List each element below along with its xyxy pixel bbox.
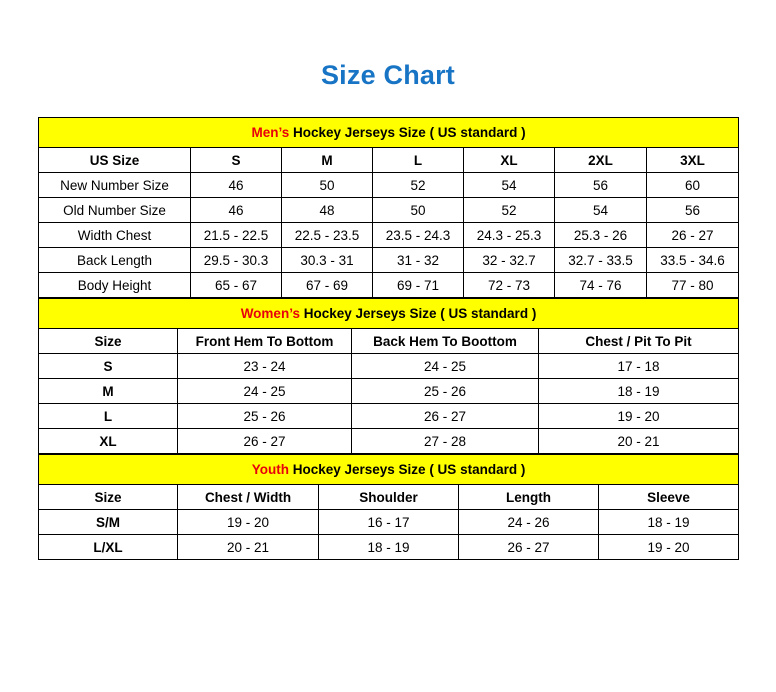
mens-row-2-label: Width Chest <box>39 223 191 248</box>
youth-row-0-val-1: 16 - 17 <box>319 510 459 535</box>
mens-row-4-val-1: 67 - 69 <box>282 273 373 298</box>
mens-row-4-label: Body Height <box>39 273 191 298</box>
womens-row-0-val-0: 23 - 24 <box>178 354 352 379</box>
mens-row-3-val-5: 33.5 - 34.6 <box>647 248 739 273</box>
table-row <box>39 198 739 223</box>
mens-row-1-val-4: 54 <box>555 198 647 223</box>
table-row <box>39 404 739 429</box>
mens-col-2: M <box>282 148 373 173</box>
mens-row-2-val-2: 23.5 - 24.3 <box>373 223 464 248</box>
youth-size-table <box>38 454 739 560</box>
table-row <box>39 510 739 535</box>
womens-row-0-label: S <box>39 354 178 379</box>
youth-col-1: Chest / Width <box>178 485 319 510</box>
youth-col-0: Size <box>39 485 178 510</box>
mens-row-4-val-0: 65 - 67 <box>191 273 282 298</box>
youth-row-1-label: L/XL <box>39 535 178 560</box>
mens-col-6: 3XL <box>647 148 739 173</box>
table-row <box>39 535 739 560</box>
youth-col-2: Shoulder <box>319 485 459 510</box>
womens-row-1-val-2: 18 - 19 <box>539 379 739 404</box>
mens-section-header <box>39 118 739 148</box>
youth-section-header <box>39 455 739 485</box>
youth-row-0-val-0: 19 - 20 <box>178 510 319 535</box>
mens-size-table <box>38 117 739 298</box>
youth-row-1-val-1: 18 - 19 <box>319 535 459 560</box>
mens-row-1-val-0: 46 <box>191 198 282 223</box>
womens-section-header-accent: Women’s <box>240 306 300 321</box>
mens-column-header-row <box>39 148 739 173</box>
mens-col-0: US Size <box>39 148 191 173</box>
mens-row-0-val-3: 54 <box>464 173 555 198</box>
mens-row-2-val-3: 24.3 - 25.3 <box>464 223 555 248</box>
mens-row-4-val-2: 69 - 71 <box>373 273 464 298</box>
table-row <box>39 379 739 404</box>
mens-col-4: XL <box>464 148 555 173</box>
womens-col-0: Size <box>39 329 178 354</box>
table-row <box>39 273 739 298</box>
youth-row-1-val-2: 26 - 27 <box>459 535 599 560</box>
table-row <box>39 173 739 198</box>
mens-row-0-val-4: 56 <box>555 173 647 198</box>
youth-col-3: Length <box>459 485 599 510</box>
mens-row-1-val-3: 52 <box>464 198 555 223</box>
mens-row-2-val-4: 25.3 - 26 <box>555 223 647 248</box>
womens-row-3-label: XL <box>39 429 178 454</box>
mens-row-4-val-5: 77 - 80 <box>647 273 739 298</box>
womens-row-3-val-0: 26 - 27 <box>178 429 352 454</box>
mens-row-3-label: Back Length <box>39 248 191 273</box>
youth-column-header-row <box>39 485 739 510</box>
mens-row-3-val-2: 31 - 32 <box>373 248 464 273</box>
youth-col-4: Sleeve <box>599 485 739 510</box>
table-row <box>39 223 739 248</box>
womens-section-header-rest: Hockey Jerseys Size ( US standard ) <box>299 306 537 321</box>
womens-column-header-row <box>39 329 739 354</box>
womens-row-2-val-1: 26 - 27 <box>352 404 539 429</box>
youth-section-header-accent: Youth <box>251 462 289 477</box>
womens-row-1-label: M <box>39 379 178 404</box>
womens-row-3-val-2: 20 - 21 <box>539 429 739 454</box>
mens-row-1-val-2: 50 <box>373 198 464 223</box>
womens-col-1: Front Hem To Bottom <box>178 329 352 354</box>
womens-section-header <box>39 299 739 329</box>
mens-row-0-val-2: 52 <box>373 173 464 198</box>
mens-section-header-rest: Hockey Jerseys Size ( US standard ) <box>289 125 526 140</box>
mens-col-3: L <box>373 148 464 173</box>
mens-section-header-row <box>39 118 739 148</box>
youth-row-0-label: S/M <box>39 510 178 535</box>
mens-row-0-label: New Number Size <box>39 173 191 198</box>
mens-col-5: 2XL <box>555 148 647 173</box>
mens-row-1-label: Old Number Size <box>39 198 191 223</box>
mens-row-2-val-5: 26 - 27 <box>647 223 739 248</box>
womens-size-table <box>38 298 739 454</box>
page-title: Size Chart <box>320 60 456 90</box>
table-row <box>39 248 739 273</box>
mens-row-3-val-1: 30.3 - 31 <box>282 248 373 273</box>
mens-row-1-val-1: 48 <box>282 198 373 223</box>
mens-row-3-val-0: 29.5 - 30.3 <box>191 248 282 273</box>
mens-row-3-val-4: 32.7 - 33.5 <box>555 248 647 273</box>
womens-row-2-label: L <box>39 404 178 429</box>
womens-row-1-val-1: 25 - 26 <box>352 379 539 404</box>
mens-row-4-val-3: 72 - 73 <box>464 273 555 298</box>
mens-col-1: S <box>191 148 282 173</box>
youth-row-0-val-3: 18 - 19 <box>599 510 739 535</box>
womens-row-1-val-0: 24 - 25 <box>178 379 352 404</box>
womens-section-header-row <box>39 299 739 329</box>
youth-section-header-row <box>39 455 739 485</box>
mens-row-0-val-0: 46 <box>191 173 282 198</box>
mens-row-1-val-5: 56 <box>647 198 739 223</box>
mens-row-2-val-1: 22.5 - 23.5 <box>282 223 373 248</box>
mens-row-3-val-3: 32 - 32.7 <box>464 248 555 273</box>
womens-row-0-val-1: 24 - 25 <box>352 354 539 379</box>
womens-row-3-val-1: 27 - 28 <box>352 429 539 454</box>
womens-col-3: Chest / Pit To Pit <box>539 329 739 354</box>
youth-row-1-val-3: 19 - 20 <box>599 535 739 560</box>
youth-row-1-val-0: 20 - 21 <box>178 535 319 560</box>
table-row <box>39 354 739 379</box>
mens-row-4-val-4: 74 - 76 <box>555 273 647 298</box>
mens-row-2-val-0: 21.5 - 22.5 <box>191 223 282 248</box>
womens-col-2: Back Hem To Boottom <box>352 329 539 354</box>
womens-row-2-val-2: 19 - 20 <box>539 404 739 429</box>
mens-section-header-accent: Men’s <box>251 125 290 140</box>
womens-row-2-val-0: 25 - 26 <box>178 404 352 429</box>
table-row <box>39 429 739 454</box>
womens-row-0-val-2: 17 - 18 <box>539 354 739 379</box>
youth-section-header-rest: Hockey Jerseys Size ( US standard ) <box>288 462 526 477</box>
youth-row-0-val-2: 24 - 26 <box>459 510 599 535</box>
mens-row-0-val-5: 60 <box>647 173 739 198</box>
mens-row-0-val-1: 50 <box>282 173 373 198</box>
size-chart-tables <box>38 117 738 560</box>
